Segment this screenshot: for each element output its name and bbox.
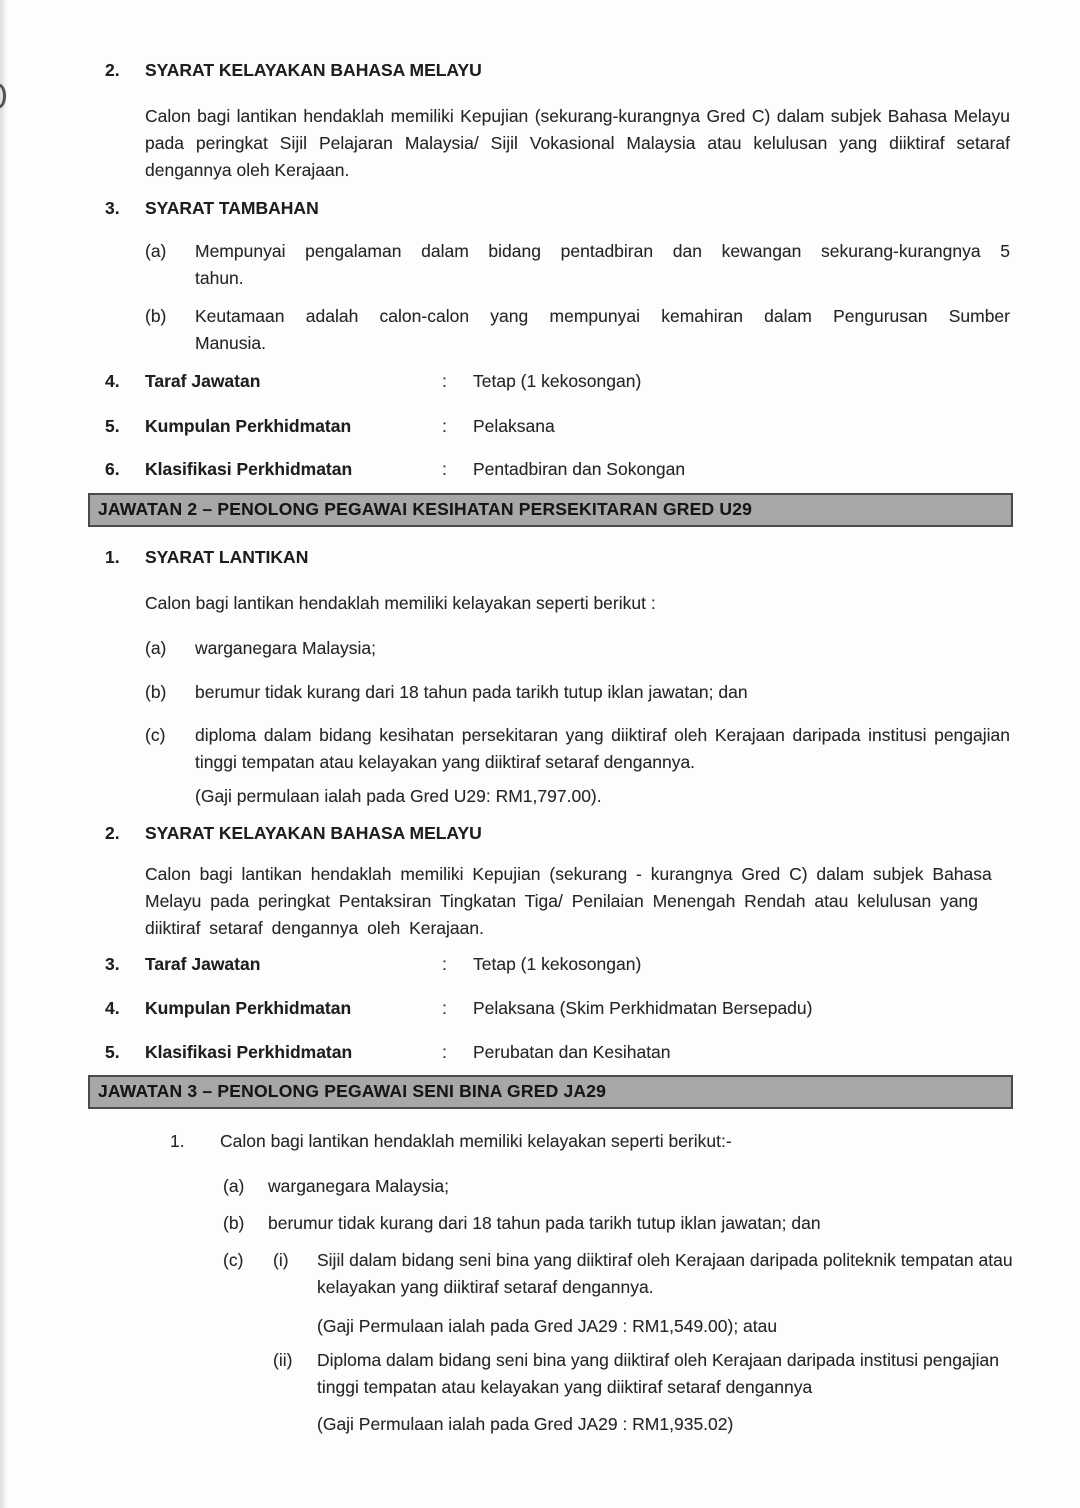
list-text: berumur tidak kurang dari 18 tahun pada tarikh tutup iklan jawatan; dan [268, 1213, 821, 1233]
paragraph: Calon bagi lantikan hendaklah memiliki Kepujian (sekurang - kurangnya Gred C) dalam subjek Bahasa Melayu pada peringkat Pentaksiran Tingkatan Tiga/ Penilaian Menengah Rendah atau kelulusan yang diiktiraf setaraf dengannya oleh Kerajaan. [145, 864, 992, 938]
fact-value: Tetap (1 kekosongan) [473, 954, 642, 974]
fact-number: 4. [105, 371, 120, 391]
list-label: (b) [145, 306, 167, 326]
section-title: SYARAT KELAYAKAN BAHASA MELAYU [145, 60, 482, 80]
list-label: (c) [223, 1250, 244, 1270]
list-item [145, 722, 1010, 776]
list-text: warganegara Malaysia; [195, 638, 376, 658]
list-item [145, 679, 1010, 706]
section-number: 2. [105, 823, 120, 843]
scan-edge-shadow [0, 0, 8, 1508]
section-heading-row [105, 195, 1080, 222]
section-number: 2. [105, 60, 120, 80]
fact-value: Pelaksana (Skim Perkhidmatan Bersepadu) [473, 998, 813, 1018]
section-heading-row [105, 820, 1080, 847]
list-label: (a) [223, 1176, 245, 1196]
sublist-text: Diploma dalam bidang seni bina yang diiktiraf oleh Kerajaan daripada institusi pengajian tinggi tempatan atau kelayakan yang diiktiraf setaraf dengannya [317, 1350, 999, 1397]
fact-number: 6. [105, 459, 120, 479]
fact-colon: : [442, 416, 447, 436]
list-item [223, 1247, 1080, 1301]
fact-row [105, 413, 1080, 440]
fact-colon: : [442, 1042, 447, 1062]
list-label: (a) [145, 241, 167, 261]
fact-value: Perubatan dan Kesihatan [473, 1042, 671, 1062]
list-text: Keutamaan adalah calon-calon yang mempunyai kemahiran dalam Pengurusan Sumber Manusia. [195, 306, 1010, 353]
fact-number: 5. [105, 416, 120, 436]
list-label: 1. [170, 1131, 185, 1151]
fact-colon: : [442, 459, 447, 479]
list-label: (b) [145, 682, 167, 702]
list-text: diploma dalam bidang kesihatan persekitaran yang diiktiraf oleh Kerajaan daripada institusi pengajian tinggi tempatan atau kelayakan yang diiktiraf setaraf dengannya. [195, 725, 1010, 772]
list-item [145, 303, 1010, 357]
list-item [145, 238, 1010, 292]
fact-colon: : [442, 998, 447, 1018]
fact-number: 5. [105, 1042, 120, 1062]
fact-colon: : [442, 371, 447, 391]
paragraph: Calon bagi lantikan hendaklah memiliki Kepujian (sekurang-kurangnya Gred C) dalam subjek Bahasa Melayu pada peringkat Sijil Pelajaran Malaysia/ Sijil Vokasional Malaysia atau kelulusan yang diiktiraf setaraf dengannya oleh Kerajaan. [145, 106, 1010, 180]
fact-number: 3. [105, 954, 120, 974]
list-item [145, 635, 1010, 662]
sublist-label: (i) [273, 1250, 289, 1270]
section-title: SYARAT KELAYAKAN BAHASA MELAYU [145, 823, 482, 843]
sublist-text: Sijil dalam bidang seni bina yang diiktiraf oleh Kerajaan daripada politeknik tempatan atau kelayakan yang diiktiraf setaraf dengannya. [317, 1250, 1013, 1297]
list-label: (c) [145, 725, 166, 745]
list-text: Mempunyai pengalaman dalam bidang pentadbiran dan kewangan sekurang-kurangnya 5 tahun. [195, 241, 1010, 288]
fact-key: Klasifikasi Perkhidmatan [145, 459, 353, 479]
fact-value: Pentadbiran dan Sokongan [473, 459, 686, 479]
fact-row [105, 951, 1080, 978]
list-text: Calon bagi lantikan hendaklah memiliki kelayakan seperti berikut:- [220, 1131, 732, 1151]
list-text: berumur tidak kurang dari 18 tahun pada tarikh tutup iklan jawatan; dan [195, 682, 748, 702]
fact-row [105, 995, 1080, 1022]
section-heading-row [105, 57, 1080, 84]
list-item [273, 1347, 1080, 1401]
list-item [223, 1173, 1010, 1200]
fact-row [105, 456, 1080, 483]
fact-key: Taraf Jawatan [145, 371, 261, 391]
sublist-label: (ii) [273, 1350, 293, 1370]
fact-row [105, 368, 1080, 395]
fact-colon: : [442, 954, 447, 974]
fact-row [105, 1039, 1080, 1066]
fact-key: Taraf Jawatan [145, 954, 261, 974]
list-text: warganegara Malaysia; [268, 1176, 449, 1196]
list-item [223, 1210, 1010, 1237]
fact-value: Pelaksana [473, 416, 555, 436]
fact-key: Kumpulan Perkhidmatan [145, 998, 352, 1018]
jawatan3-banner: JAWATAN 3 – PENOLONG PEGAWAI SENI BINA GRED JA29 [88, 1075, 1013, 1109]
list-label: (a) [145, 638, 167, 658]
section-heading-row [105, 544, 1080, 571]
fact-value: Tetap (1 kekosongan) [473, 371, 642, 391]
section-number: 1. [105, 547, 120, 567]
section-title: SYARAT TAMBAHAN [145, 198, 319, 218]
jawatan2-banner: JAWATAN 2 – PENOLONG PEGAWAI KESIHATAN PERSEKITARAN GRED U29 [88, 493, 1013, 527]
fact-key: Klasifikasi Perkhidmatan [145, 1042, 353, 1062]
section-title: SYARAT LANTIKAN [145, 547, 309, 567]
salary-note: (Gaji Permulaan ialah pada Gred JA29 : RM1,549.00); atau [317, 1316, 778, 1336]
list-label: (b) [223, 1213, 245, 1233]
fact-key: Kumpulan Perkhidmatan [145, 416, 352, 436]
paragraph: Calon bagi lantikan hendaklah memiliki kelayakan seperti berikut : [145, 593, 656, 613]
fact-number: 4. [105, 998, 120, 1018]
list-item [170, 1128, 1080, 1155]
salary-note: (Gaji Permulaan ialah pada Gred JA29 : RM1,935.02) [317, 1414, 734, 1434]
section-number: 3. [105, 198, 120, 218]
salary-note: (Gaji permulaan ialah pada Gred U29: RM1,797.00). [195, 786, 602, 806]
